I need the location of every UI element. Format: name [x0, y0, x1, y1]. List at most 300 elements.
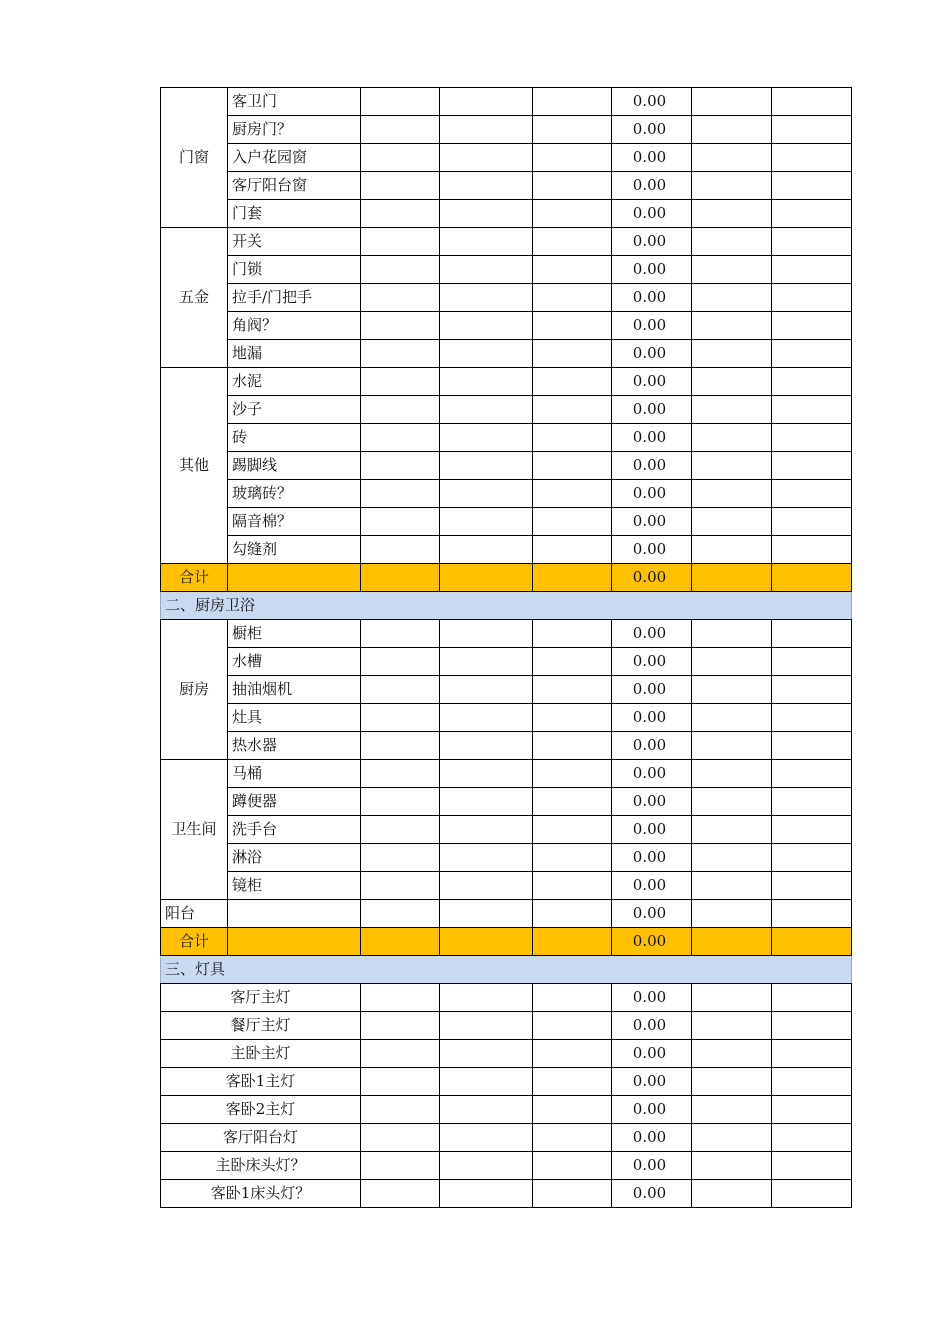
- empty-cell[interactable]: [361, 144, 440, 172]
- item-name-cell[interactable]: 拉手/门把手: [228, 284, 361, 312]
- table-row: [161, 872, 852, 900]
- empty-cell[interactable]: [533, 1068, 612, 1096]
- empty-cell[interactable]: [533, 872, 612, 900]
- empty-cell[interactable]: [692, 1012, 772, 1040]
- empty-cell[interactable]: [772, 788, 852, 816]
- empty-cell[interactable]: [361, 1096, 440, 1124]
- amount-cell[interactable]: 0.00: [612, 872, 692, 900]
- empty-cell[interactable]: [440, 984, 533, 1012]
- empty-cell[interactable]: [772, 1180, 852, 1208]
- empty-cell[interactable]: [533, 256, 612, 284]
- empty-cell[interactable]: [692, 788, 772, 816]
- table-row: [161, 788, 852, 816]
- empty-cell[interactable]: [692, 480, 772, 508]
- empty-cell[interactable]: [440, 88, 533, 116]
- empty-cell[interactable]: [533, 844, 612, 872]
- table-row: [161, 228, 852, 256]
- item-name-cell[interactable]: 洗手台: [228, 816, 361, 844]
- empty-cell[interactable]: [440, 368, 533, 396]
- amount-cell[interactable]: 0.00: [612, 1096, 692, 1124]
- item-name-cell[interactable]: 勾缝剂: [228, 536, 361, 564]
- empty-cell[interactable]: [772, 228, 852, 256]
- table-row: [161, 200, 852, 228]
- item-name-cell[interactable]: [228, 900, 361, 928]
- table-row: [161, 452, 852, 480]
- item-name-cell[interactable]: 主卧床头灯？: [161, 1152, 361, 1180]
- empty-cell[interactable]: [361, 508, 440, 536]
- empty-cell[interactable]: [772, 872, 852, 900]
- category-cell[interactable]: 其他: [161, 368, 228, 564]
- empty-cell[interactable]: [533, 928, 612, 956]
- empty-cell[interactable]: [361, 1152, 440, 1180]
- empty-cell[interactable]: [361, 620, 440, 648]
- empty-cell[interactable]: [361, 172, 440, 200]
- empty-cell[interactable]: [692, 564, 772, 592]
- empty-cell[interactable]: [533, 312, 612, 340]
- empty-cell[interactable]: [440, 256, 533, 284]
- empty-cell[interactable]: [533, 732, 612, 760]
- empty-cell[interactable]: [533, 480, 612, 508]
- empty-cell[interactable]: [361, 788, 440, 816]
- empty-cell[interactable]: [533, 704, 612, 732]
- amount-cell[interactable]: 0.00: [612, 1124, 692, 1152]
- item-name-cell[interactable]: 客厅阳台窗: [228, 172, 361, 200]
- total-label[interactable]: 合计: [161, 928, 228, 956]
- empty-cell[interactable]: [440, 144, 533, 172]
- empty-cell[interactable]: [440, 200, 533, 228]
- empty-cell[interactable]: [692, 1124, 772, 1152]
- empty-cell[interactable]: [440, 1180, 533, 1208]
- empty-cell[interactable]: [361, 648, 440, 676]
- item-name-cell[interactable]: 灶具: [228, 704, 361, 732]
- amount-cell[interactable]: 0.00: [612, 368, 692, 396]
- total-label[interactable]: 合计: [161, 564, 228, 592]
- section-title[interactable]: 三、灯具: [161, 956, 852, 984]
- empty-cell[interactable]: [228, 564, 361, 592]
- empty-cell[interactable]: [440, 1040, 533, 1068]
- empty-cell[interactable]: [361, 340, 440, 368]
- total-amount[interactable]: 0.00: [612, 928, 692, 956]
- empty-cell[interactable]: [772, 760, 852, 788]
- category-cell[interactable]: 门窗: [161, 88, 228, 228]
- amount-cell[interactable]: 0.00: [612, 284, 692, 312]
- empty-cell[interactable]: [772, 984, 852, 1012]
- amount-cell[interactable]: 0.00: [612, 816, 692, 844]
- empty-cell[interactable]: [692, 144, 772, 172]
- empty-cell[interactable]: [692, 1068, 772, 1096]
- empty-cell[interactable]: [692, 284, 772, 312]
- empty-cell[interactable]: [772, 340, 852, 368]
- empty-cell[interactable]: [772, 452, 852, 480]
- empty-cell[interactable]: [361, 732, 440, 760]
- empty-cell[interactable]: [533, 760, 612, 788]
- empty-cell[interactable]: [772, 368, 852, 396]
- item-name-cell[interactable]: 门套: [228, 200, 361, 228]
- empty-cell[interactable]: [692, 368, 772, 396]
- empty-cell[interactable]: [440, 284, 533, 312]
- empty-cell[interactable]: [533, 172, 612, 200]
- item-name-cell[interactable]: 玻璃砖？: [228, 480, 361, 508]
- item-name-cell[interactable]: 门锁: [228, 256, 361, 284]
- empty-cell[interactable]: [772, 732, 852, 760]
- amount-cell[interactable]: 0.00: [612, 1040, 692, 1068]
- amount-cell[interactable]: 0.00: [612, 172, 692, 200]
- empty-cell[interactable]: [533, 1040, 612, 1068]
- amount-cell[interactable]: 0.00: [612, 116, 692, 144]
- empty-cell[interactable]: [440, 340, 533, 368]
- category-cell[interactable]: 阳台: [161, 900, 228, 928]
- empty-cell[interactable]: [361, 1012, 440, 1040]
- empty-cell[interactable]: [692, 200, 772, 228]
- item-name-cell[interactable]: 入户花园窗: [228, 144, 361, 172]
- empty-cell[interactable]: [361, 396, 440, 424]
- empty-cell[interactable]: [772, 1152, 852, 1180]
- empty-cell[interactable]: [533, 88, 612, 116]
- section-header-row: [161, 592, 852, 620]
- empty-cell[interactable]: [361, 452, 440, 480]
- budget-sheet: [160, 87, 852, 1208]
- item-name-cell[interactable]: 主卧主灯: [161, 1040, 361, 1068]
- item-name-cell[interactable]: 客卧1主灯: [161, 1068, 361, 1096]
- amount-cell[interactable]: 0.00: [612, 704, 692, 732]
- empty-cell[interactable]: [692, 648, 772, 676]
- empty-cell[interactable]: [361, 844, 440, 872]
- empty-cell[interactable]: [772, 1124, 852, 1152]
- table-row: [161, 620, 852, 648]
- empty-cell[interactable]: [533, 900, 612, 928]
- empty-cell[interactable]: [772, 620, 852, 648]
- amount-cell[interactable]: 0.00: [612, 1012, 692, 1040]
- empty-cell[interactable]: [772, 144, 852, 172]
- empty-cell[interactable]: [772, 284, 852, 312]
- empty-cell[interactable]: [772, 1040, 852, 1068]
- item-name-cell[interactable]: 隔音棉？: [228, 508, 361, 536]
- table-row: [161, 396, 852, 424]
- empty-cell[interactable]: [772, 844, 852, 872]
- empty-cell[interactable]: [533, 1180, 612, 1208]
- empty-cell[interactable]: [361, 228, 440, 256]
- item-name-cell[interactable]: 水泥: [228, 368, 361, 396]
- item-name-cell[interactable]: 砖: [228, 424, 361, 452]
- empty-cell[interactable]: [772, 564, 852, 592]
- empty-cell[interactable]: [533, 228, 612, 256]
- table-row: [161, 1012, 852, 1040]
- item-name-cell[interactable]: 蹲便器: [228, 788, 361, 816]
- amount-cell[interactable]: 0.00: [612, 256, 692, 284]
- empty-cell[interactable]: [692, 620, 772, 648]
- empty-cell[interactable]: [692, 816, 772, 844]
- empty-cell[interactable]: [772, 116, 852, 144]
- item-name-cell[interactable]: 踢脚线: [228, 452, 361, 480]
- amount-cell[interactable]: 0.00: [612, 396, 692, 424]
- empty-cell[interactable]: [692, 536, 772, 564]
- empty-cell[interactable]: [440, 480, 533, 508]
- item-name-cell[interactable]: 客卧1床头灯？: [161, 1180, 361, 1208]
- empty-cell[interactable]: [692, 172, 772, 200]
- empty-cell[interactable]: [361, 872, 440, 900]
- empty-cell[interactable]: [361, 116, 440, 144]
- empty-cell[interactable]: [440, 1152, 533, 1180]
- table-row: [161, 732, 852, 760]
- empty-cell[interactable]: [772, 816, 852, 844]
- empty-cell[interactable]: [772, 200, 852, 228]
- empty-cell[interactable]: [440, 172, 533, 200]
- empty-cell[interactable]: [361, 1180, 440, 1208]
- empty-cell[interactable]: [440, 536, 533, 564]
- item-name-cell[interactable]: 热水器: [228, 732, 361, 760]
- amount-cell[interactable]: 0.00: [612, 228, 692, 256]
- empty-cell[interactable]: [692, 452, 772, 480]
- empty-cell[interactable]: [533, 1012, 612, 1040]
- empty-cell[interactable]: [772, 900, 852, 928]
- empty-cell[interactable]: [692, 256, 772, 284]
- empty-cell[interactable]: [440, 928, 533, 956]
- empty-cell[interactable]: [692, 1096, 772, 1124]
- empty-cell[interactable]: [361, 368, 440, 396]
- item-name-cell[interactable]: 餐厅主灯: [161, 1012, 361, 1040]
- empty-cell[interactable]: [440, 1012, 533, 1040]
- empty-cell[interactable]: [692, 1040, 772, 1068]
- amount-cell[interactable]: 0.00: [612, 480, 692, 508]
- empty-cell[interactable]: [361, 704, 440, 732]
- empty-cell[interactable]: [692, 1180, 772, 1208]
- total-amount[interactable]: 0.00: [612, 564, 692, 592]
- empty-cell[interactable]: [692, 872, 772, 900]
- empty-cell[interactable]: [361, 760, 440, 788]
- table-row: [161, 844, 852, 872]
- empty-cell[interactable]: [440, 760, 533, 788]
- empty-cell[interactable]: [692, 676, 772, 704]
- empty-cell[interactable]: [533, 508, 612, 536]
- empty-cell[interactable]: [533, 1124, 612, 1152]
- empty-cell[interactable]: [361, 900, 440, 928]
- item-name-cell[interactable]: 客卧2主灯: [161, 1096, 361, 1124]
- item-name-cell[interactable]: 地漏: [228, 340, 361, 368]
- item-name-cell[interactable]: 镜柜: [228, 872, 361, 900]
- empty-cell[interactable]: [772, 1068, 852, 1096]
- empty-cell[interactable]: [440, 228, 533, 256]
- amount-cell[interactable]: 0.00: [612, 648, 692, 676]
- empty-cell[interactable]: [533, 648, 612, 676]
- empty-cell[interactable]: [533, 536, 612, 564]
- empty-cell[interactable]: [361, 1040, 440, 1068]
- empty-cell[interactable]: [533, 340, 612, 368]
- item-name-cell[interactable]: 客厅主灯: [161, 984, 361, 1012]
- amount-cell[interactable]: 0.00: [612, 788, 692, 816]
- empty-cell[interactable]: [440, 1124, 533, 1152]
- table-row: [161, 88, 852, 116]
- empty-cell[interactable]: [533, 984, 612, 1012]
- table-row: [161, 1180, 852, 1208]
- empty-cell[interactable]: [692, 1152, 772, 1180]
- empty-cell[interactable]: [692, 760, 772, 788]
- empty-cell[interactable]: [692, 732, 772, 760]
- empty-cell[interactable]: [361, 564, 440, 592]
- empty-cell[interactable]: [440, 1096, 533, 1124]
- amount-cell[interactable]: 0.00: [612, 312, 692, 340]
- amount-cell[interactable]: 0.00: [612, 452, 692, 480]
- empty-cell[interactable]: [533, 620, 612, 648]
- empty-cell[interactable]: [772, 88, 852, 116]
- empty-cell[interactable]: [772, 648, 852, 676]
- item-name-cell[interactable]: 厨房门？: [228, 116, 361, 144]
- table-row: [161, 1124, 852, 1152]
- empty-cell[interactable]: [440, 900, 533, 928]
- empty-cell[interactable]: [772, 172, 852, 200]
- empty-cell[interactable]: [692, 928, 772, 956]
- empty-cell[interactable]: [533, 452, 612, 480]
- empty-cell[interactable]: [772, 704, 852, 732]
- empty-cell[interactable]: [533, 200, 612, 228]
- empty-cell[interactable]: [692, 900, 772, 928]
- item-name-cell[interactable]: 抽油烟机: [228, 676, 361, 704]
- empty-cell[interactable]: [361, 200, 440, 228]
- item-name-cell[interactable]: 开关: [228, 228, 361, 256]
- category-cell[interactable]: 厨房: [161, 620, 228, 760]
- empty-cell[interactable]: [361, 88, 440, 116]
- table-row: [161, 1040, 852, 1068]
- item-name-cell[interactable]: 角阀？: [228, 312, 361, 340]
- table-row: [161, 704, 852, 732]
- empty-cell[interactable]: [440, 872, 533, 900]
- empty-cell[interactable]: [772, 1096, 852, 1124]
- item-name-cell[interactable]: 水槽: [228, 648, 361, 676]
- empty-cell[interactable]: [440, 312, 533, 340]
- empty-cell[interactable]: [692, 508, 772, 536]
- empty-cell[interactable]: [692, 228, 772, 256]
- empty-cell[interactable]: [692, 88, 772, 116]
- empty-cell[interactable]: [440, 564, 533, 592]
- empty-cell[interactable]: [533, 1152, 612, 1180]
- empty-cell[interactable]: [440, 704, 533, 732]
- empty-cell[interactable]: [772, 256, 852, 284]
- amount-cell[interactable]: 0.00: [612, 508, 692, 536]
- item-name-cell[interactable]: 客卫门: [228, 88, 361, 116]
- amount-cell[interactable]: 0.00: [612, 676, 692, 704]
- empty-cell[interactable]: [533, 116, 612, 144]
- empty-cell[interactable]: [533, 788, 612, 816]
- empty-cell[interactable]: [361, 256, 440, 284]
- amount-cell[interactable]: 0.00: [612, 144, 692, 172]
- empty-cell[interactable]: [533, 368, 612, 396]
- empty-cell[interactable]: [361, 928, 440, 956]
- amount-cell[interactable]: 0.00: [612, 620, 692, 648]
- total-row: [161, 928, 852, 956]
- empty-cell[interactable]: [772, 424, 852, 452]
- empty-cell[interactable]: [440, 816, 533, 844]
- empty-cell[interactable]: [772, 676, 852, 704]
- empty-cell[interactable]: [692, 396, 772, 424]
- empty-cell[interactable]: [533, 1096, 612, 1124]
- amount-cell[interactable]: 0.00: [612, 536, 692, 564]
- item-name-cell[interactable]: 橱柜: [228, 620, 361, 648]
- empty-cell[interactable]: [533, 816, 612, 844]
- amount-cell[interactable]: 0.00: [612, 1152, 692, 1180]
- empty-cell[interactable]: [533, 676, 612, 704]
- category-cell[interactable]: 五金: [161, 228, 228, 368]
- empty-cell[interactable]: [361, 816, 440, 844]
- empty-cell[interactable]: [440, 396, 533, 424]
- empty-cell[interactable]: [533, 144, 612, 172]
- empty-cell[interactable]: [533, 564, 612, 592]
- empty-cell[interactable]: [533, 284, 612, 312]
- empty-cell[interactable]: [440, 452, 533, 480]
- empty-cell[interactable]: [440, 1068, 533, 1096]
- amount-cell[interactable]: 0.00: [612, 340, 692, 368]
- item-name-cell[interactable]: 客厅阳台灯: [161, 1124, 361, 1152]
- empty-cell[interactable]: [772, 508, 852, 536]
- amount-cell[interactable]: 0.00: [612, 88, 692, 116]
- section-header-row: [161, 956, 852, 984]
- item-name-cell[interactable]: 马桶: [228, 760, 361, 788]
- empty-cell[interactable]: [440, 620, 533, 648]
- empty-cell[interactable]: [772, 1012, 852, 1040]
- table-row: [161, 676, 852, 704]
- empty-cell[interactable]: [361, 284, 440, 312]
- empty-cell[interactable]: [440, 788, 533, 816]
- empty-cell[interactable]: [440, 844, 533, 872]
- empty-cell[interactable]: [361, 984, 440, 1012]
- empty-cell[interactable]: [692, 424, 772, 452]
- empty-cell[interactable]: [533, 424, 612, 452]
- amount-cell[interactable]: 0.00: [612, 900, 692, 928]
- category-cell[interactable]: 卫生间: [161, 760, 228, 900]
- empty-cell[interactable]: [440, 732, 533, 760]
- empty-cell[interactable]: [440, 508, 533, 536]
- total-row: [161, 564, 852, 592]
- amount-cell[interactable]: 0.00: [612, 200, 692, 228]
- empty-cell[interactable]: [692, 984, 772, 1012]
- empty-cell[interactable]: [361, 480, 440, 508]
- empty-cell[interactable]: [772, 480, 852, 508]
- amount-cell[interactable]: 0.00: [612, 760, 692, 788]
- empty-cell[interactable]: [772, 396, 852, 424]
- empty-cell[interactable]: [772, 536, 852, 564]
- table-row: [161, 900, 852, 928]
- amount-cell[interactable]: 0.00: [612, 844, 692, 872]
- empty-cell[interactable]: [440, 648, 533, 676]
- empty-cell[interactable]: [361, 1068, 440, 1096]
- item-name-cell[interactable]: 沙子: [228, 396, 361, 424]
- amount-cell[interactable]: 0.00: [612, 424, 692, 452]
- empty-cell[interactable]: [533, 396, 612, 424]
- empty-cell[interactable]: [772, 928, 852, 956]
- empty-cell[interactable]: [440, 676, 533, 704]
- empty-cell[interactable]: [692, 704, 772, 732]
- empty-cell[interactable]: [692, 844, 772, 872]
- amount-cell[interactable]: 0.00: [612, 732, 692, 760]
- section-title[interactable]: 二、厨房卫浴: [161, 592, 852, 620]
- amount-cell[interactable]: 0.00: [612, 984, 692, 1012]
- table-row: [161, 340, 852, 368]
- table-row: [161, 760, 852, 788]
- empty-cell[interactable]: [692, 312, 772, 340]
- item-name-cell[interactable]: 淋浴: [228, 844, 361, 872]
- empty-cell[interactable]: [440, 424, 533, 452]
- empty-cell[interactable]: [361, 1124, 440, 1152]
- empty-cell[interactable]: [440, 116, 533, 144]
- empty-cell[interactable]: [361, 312, 440, 340]
- empty-cell[interactable]: [692, 116, 772, 144]
- empty-cell[interactable]: [361, 424, 440, 452]
- empty-cell[interactable]: [692, 340, 772, 368]
- amount-cell[interactable]: 0.00: [612, 1180, 692, 1208]
- amount-cell[interactable]: 0.00: [612, 1068, 692, 1096]
- empty-cell[interactable]: [361, 676, 440, 704]
- empty-cell[interactable]: [772, 312, 852, 340]
- empty-cell[interactable]: [228, 928, 361, 956]
- empty-cell[interactable]: [361, 536, 440, 564]
